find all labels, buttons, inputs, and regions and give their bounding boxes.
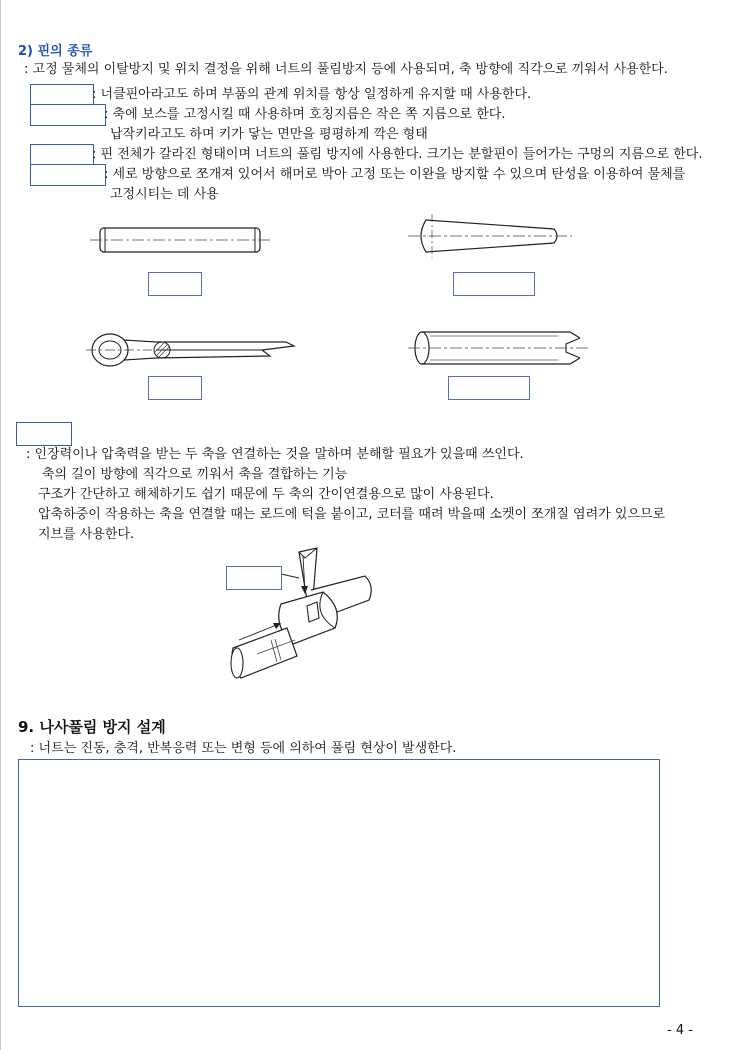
answer-blank-cotter-figure[interactable] bbox=[226, 566, 282, 590]
answer-blank-spring-pin[interactable] bbox=[30, 164, 106, 186]
section-heading-screw-locking: 9. 나사풀림 방지 설계 bbox=[18, 718, 166, 736]
answer-blank-taper-pin[interactable] bbox=[30, 104, 106, 126]
answer-blank-parallel-pin[interactable] bbox=[30, 84, 94, 106]
taper-pin-drawing bbox=[408, 212, 572, 260]
answer-blank-cotter-heading[interactable] bbox=[16, 422, 72, 446]
cotter-desc-line-4: 압축하중이 작용하는 축을 연결할 때는 로드에 턱을 붙이고, 코터를 때려 박을때 소켓이 쪼개질 염려가 있으므로 bbox=[38, 507, 666, 522]
pin-desc-spring: : 세로 방향으로 쪼개져 있어서 해머로 박아 고정 또는 이완을 방지할 수 있으며 탄성을 이용하여 물체를 bbox=[104, 167, 686, 182]
spring-pin-drawing bbox=[408, 328, 588, 368]
cotter-desc-line-1: : 인장력이나 압축력을 받는 두 축을 연결하는 것을 말하며 분해할 필요가 있을때 쓰인다. bbox=[26, 447, 524, 462]
answer-area-screw-locking[interactable] bbox=[18, 759, 660, 1007]
answer-blank-figure-1[interactable] bbox=[148, 272, 202, 296]
pin-desc-split: : 핀 전체가 갈라진 형태이며 너트의 풀림 방지에 사용한다. 크기는 분할핀이 들어가는 구멍의 지름으로 한다. bbox=[92, 147, 703, 162]
answer-blank-figure-2[interactable] bbox=[453, 272, 535, 296]
split-pin-drawing bbox=[86, 326, 298, 374]
pin-desc-parallel: : 너클핀아라고도 하며 부품의 관계 위치를 항상 일정하게 유지할 때 사용한다. bbox=[92, 87, 532, 102]
answer-blank-figure-3[interactable] bbox=[148, 376, 202, 400]
page-left-border bbox=[0, 0, 1, 1050]
screw-locking-intro: : 너트는 진동, 충격, 반복응력 또는 변형 등에 의하여 풀림 현상이 발생한다. bbox=[30, 741, 457, 756]
pin-types-intro: : 고정 물체의 이탈방지 및 위치 결정을 위해 너트의 풀림방지 등에 사용되며, 축 방향에 직각으로 끼워서 사용한다. bbox=[24, 62, 668, 77]
pin-desc-spring-cont: 고정시티는 데 사용 bbox=[110, 187, 219, 202]
answer-blank-figure-4[interactable] bbox=[448, 376, 530, 400]
cotter-desc-line-3: 구조가 간단하고 해체하기도 쉽기 때문에 두 축의 간이연결용으로 많이 사용된다. bbox=[38, 487, 494, 502]
cotter-desc-line-2: 축의 길이 방향에 직각으로 끼워서 축을 결합하는 기능 bbox=[42, 467, 348, 482]
parallel-pin-drawing bbox=[90, 220, 270, 260]
answer-blank-split-pin[interactable] bbox=[30, 144, 94, 166]
page-number: - 4 - bbox=[667, 1023, 693, 1038]
section-heading-pin-types: 2) 핀의 종류 bbox=[18, 44, 93, 59]
pin-desc-flat: 납작키라고도 하며 키가 닿는 면만을 평평하게 깍은 형태 bbox=[110, 127, 428, 142]
cotter-desc-line-5: 지브를 사용한다. bbox=[38, 527, 135, 542]
pin-desc-taper: : 축에 보스를 고정시킬 때 사용하며 호칭지름은 작은 쪽 지름으로 한다. bbox=[104, 107, 506, 122]
